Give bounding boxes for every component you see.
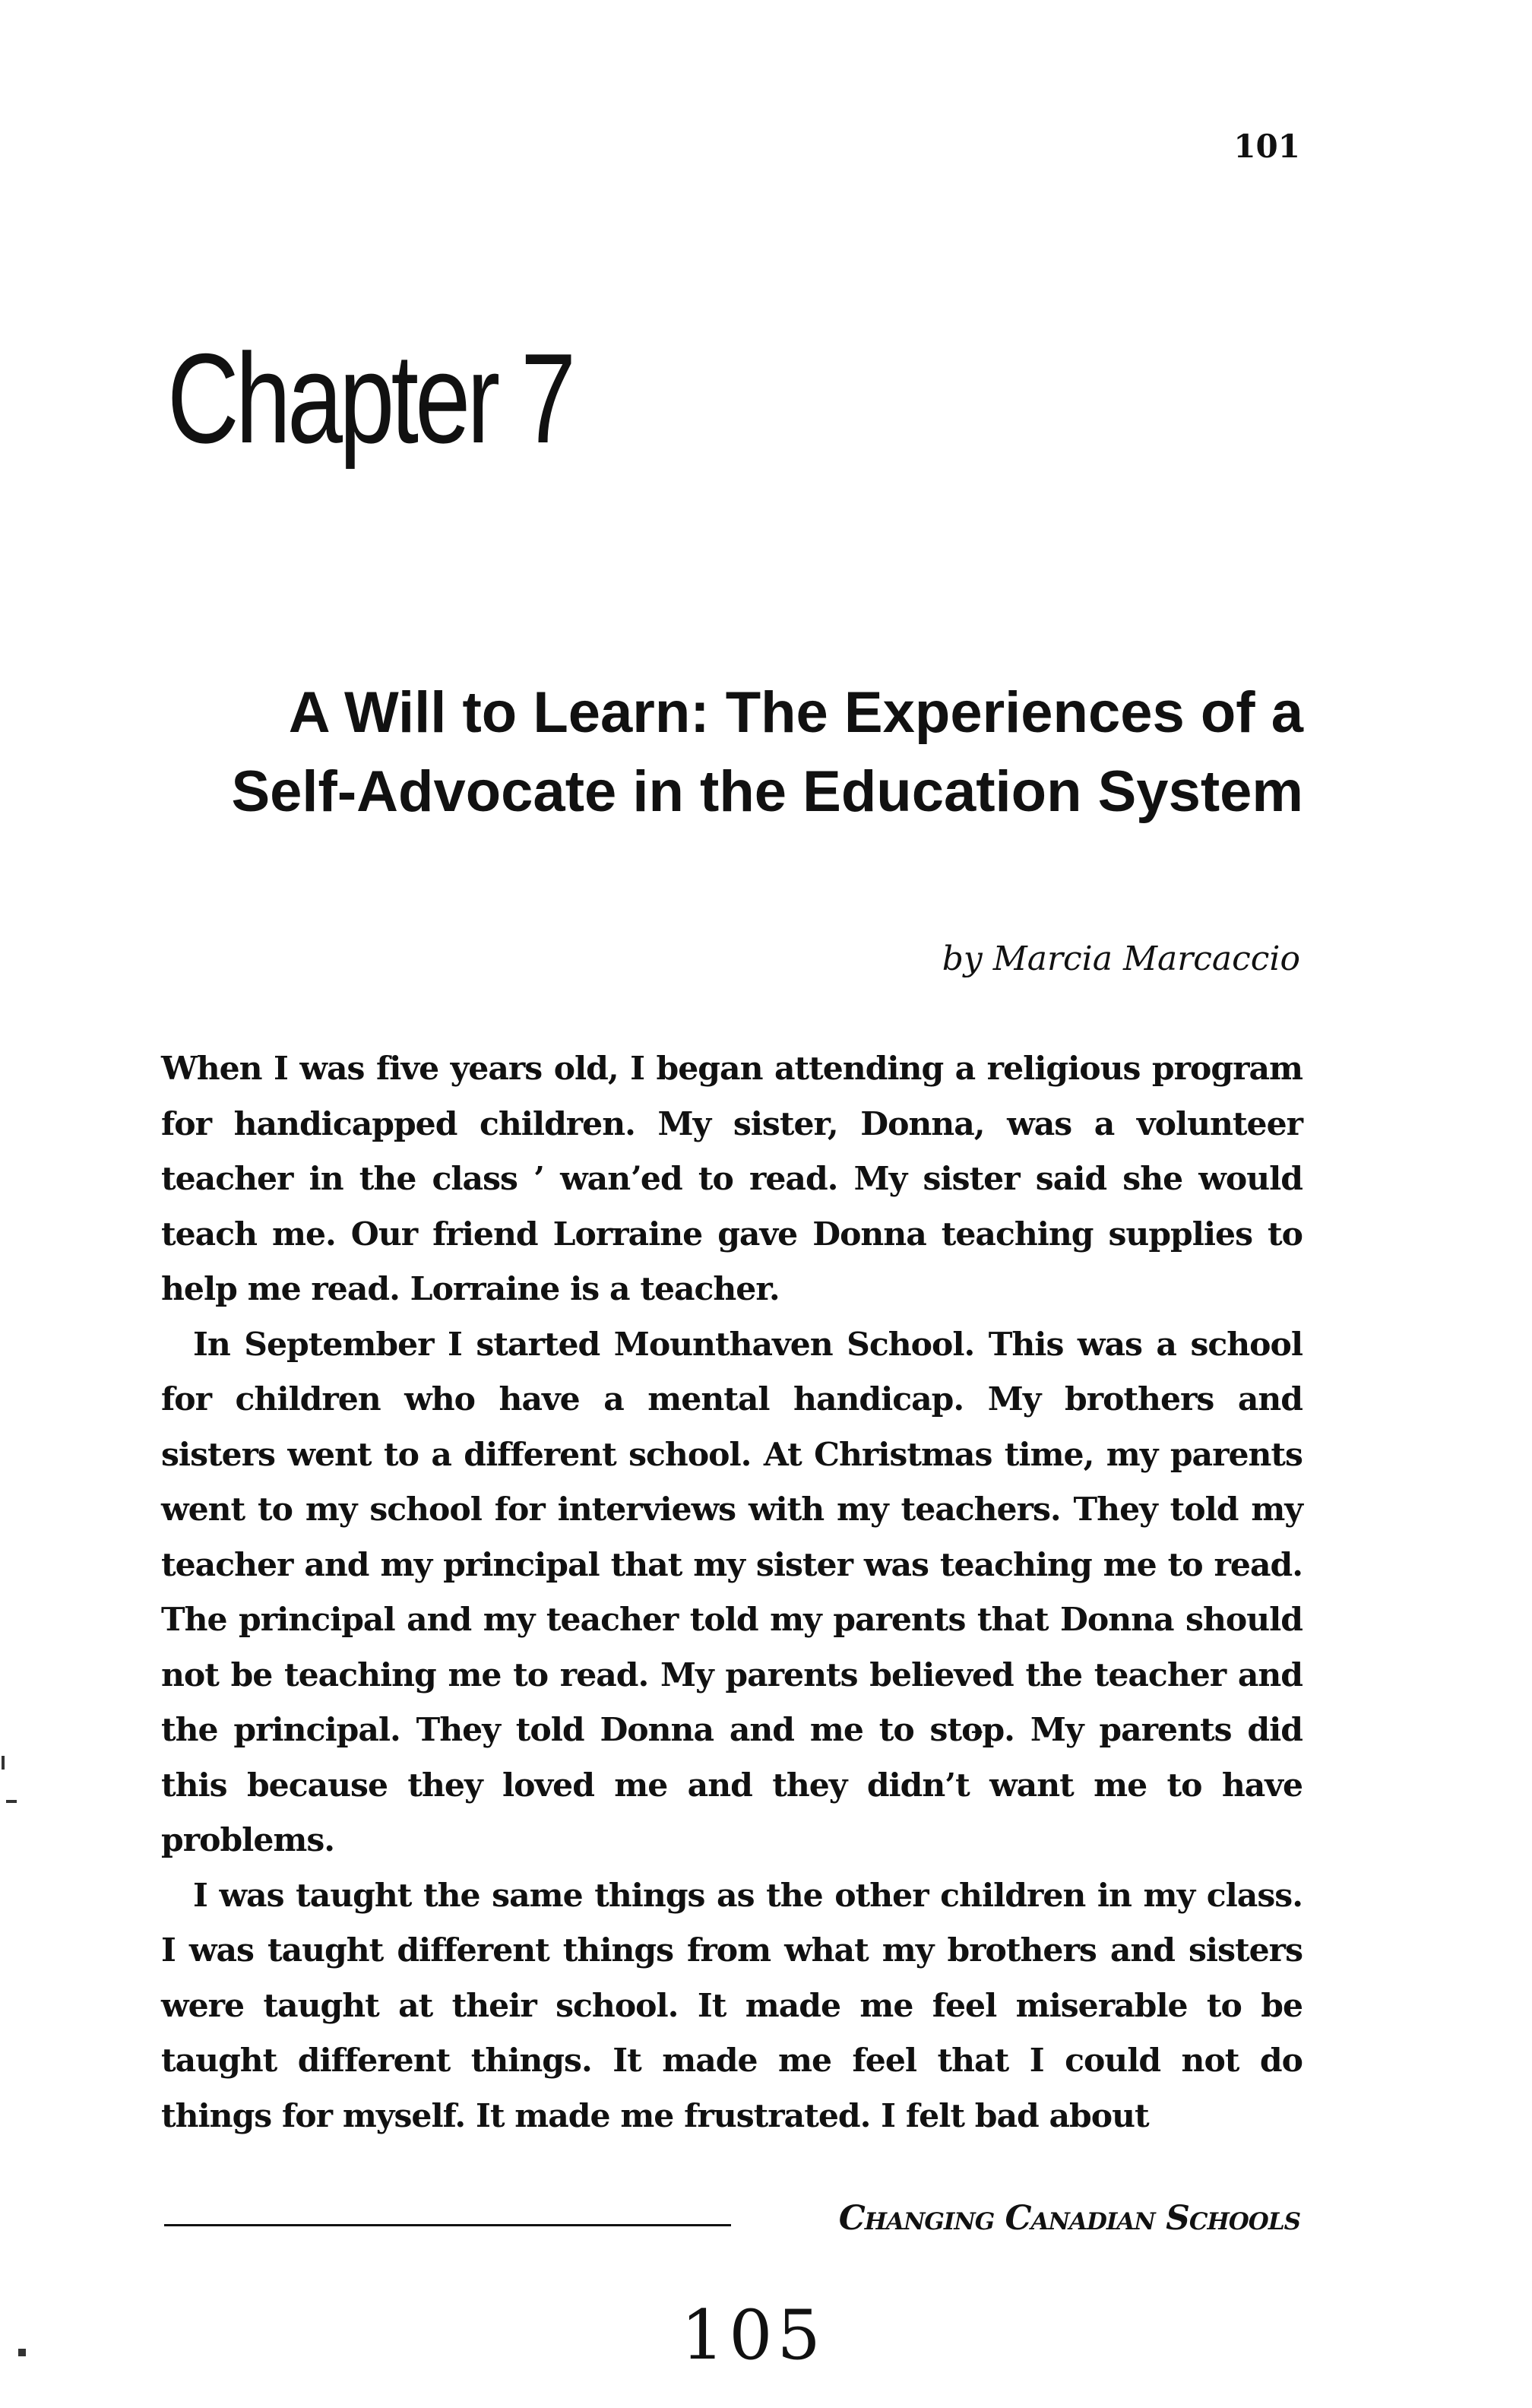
scan-speck: [2, 1756, 5, 1770]
stamp-page-number: 105: [681, 2296, 825, 2375]
footer-rule: [164, 2224, 731, 2226]
chapter-title-line-2: Self-Advocate in the Education System: [231, 759, 1303, 824]
chapter-title: [122, 673, 1303, 832]
scan-speck: [6, 1800, 17, 1803]
paragraph-1: When I was five years old, I began attending a religious program for handicapped children. My sister, Donna, was a volunteer teacher in the class ’ wanʼed to read. My sister said she would teach me. Our friend Lorraine gave Donna teaching supplies to help me read. Lorraine is a teacher.: [161, 1050, 1303, 1308]
chapter-title-line-1: A Will to Learn: The Experiences of a: [288, 680, 1303, 745]
page-number: 101: [1233, 128, 1300, 165]
byline: by Marcia Marcaccio: [942, 939, 1300, 978]
scan-speck: [18, 2349, 26, 2356]
footer-running-title: Changing Canadian Schools: [838, 2199, 1300, 2238]
paragraph-2: In September I started Mounthaven School. This was a school for children who have a mental handicap. My brothers and sisters went to a different school. At Christmas time, my parents went to my school for interviews with my teachers. They told my teacher and my principal that my sister was teaching me to read. The principal and my teacher told my parents that Donna should not be teaching me to read. My parents believed the teacher and the principal. They told Donna and me to sto̵p. My parents did this because they loved me and they didn’t want me to have problems.: [161, 1325, 1303, 1859]
chapter-heading: Chapter 7: [167, 327, 573, 470]
paragraph-3: I was taught the same things as the other children in my class. I was taught different things from what my brothers and sisters were taught at their school. It made me feel miserable to be taught different things. It made me feel that I could not do things for myself. It made me frustrated. I felt bad about: [161, 1876, 1303, 2135]
body-text: [161, 1041, 1303, 2143]
